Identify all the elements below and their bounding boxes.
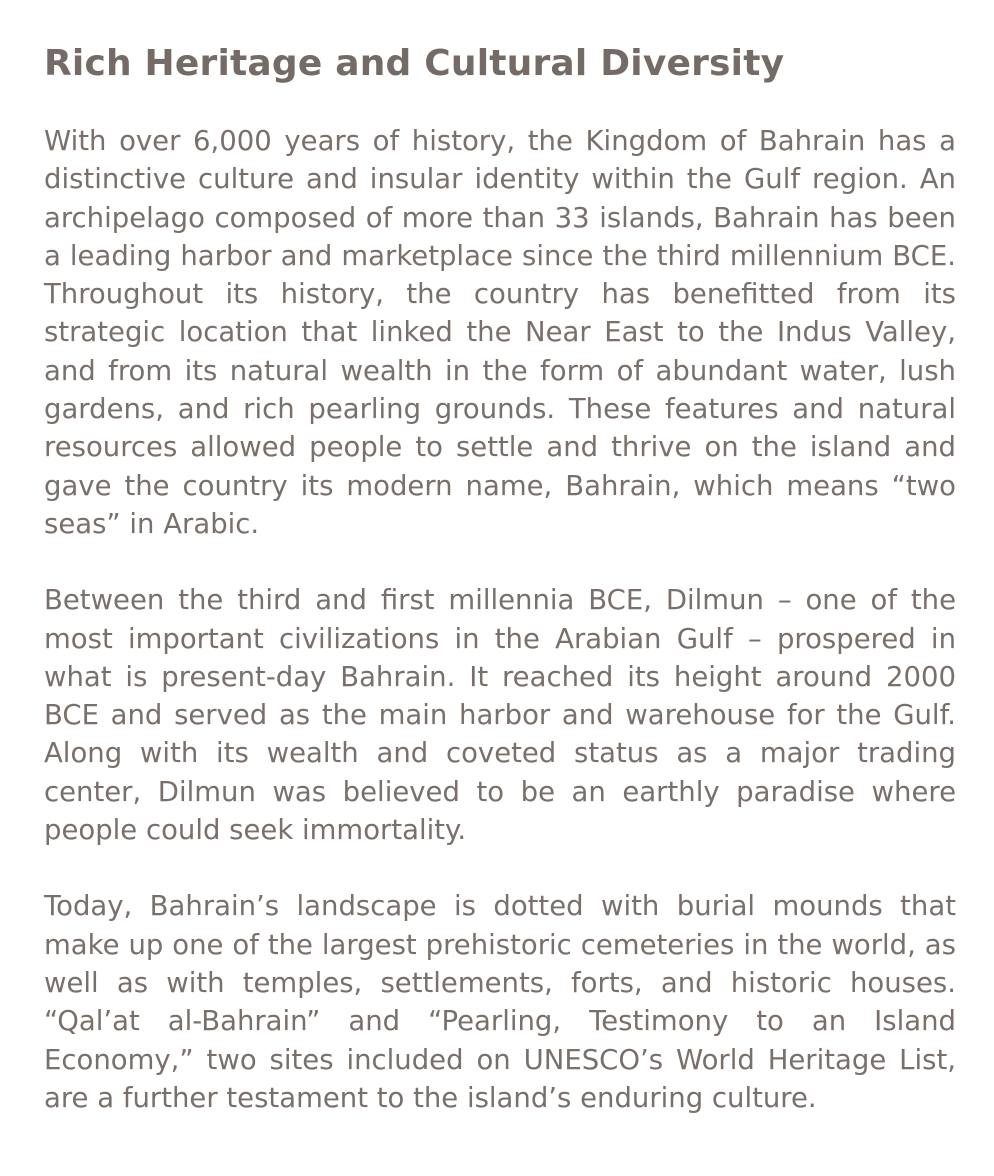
article <box>44 38 956 1117</box>
paragraph-today: Today, Bahrain’s landscape is dotted with burial mounds that make up one of the largest prehistoric cemeteries in the world, as well as with temples, settlements, forts, and historic houses. “Qal’at al-Bahrain” and “Pearling, Testimony to an Island Economy,” two sites included on UNESCO’s World Heritage List, are a further testament to the island’s enduring culture. <box>44 890 956 1114</box>
paragraph-history: With over 6,000 years of history, the Kingdom of Bahrain has a distinctive culture and insular identity within the Gulf region. An archipelago composed of more than 33 islands, Bahrain has been a leading harbor and marketplace since the third millennium BCE. Throughout its history, the country has benefitted from its strategic location that linked the Near East to the Indus Valley, and from its natural wealth in the form of abundant water, lush gardens, and rich pearling grounds. These features and natural resources allowed people to settle and thrive on the island and gave the country its modern name, Bahrain, which means “two seas” in Arabic. <box>44 125 956 540</box>
article-title: Rich Heritage and Cultural Diversity <box>44 43 785 84</box>
article-body <box>44 122 956 1117</box>
paragraph-dilmun: Between the third and first millennia BCE, Dilmun – one of the most important civilizations in the Arabian Gulf – prospered in what is present-day Bahrain. It reached its height around 2000 BCE and served as the main harbor and warehouse for the Gulf. Along with its wealth and coveted status as a major trading center, Dilmun was believed to be an earthly paradise where people could seek immortality. <box>44 584 956 847</box>
